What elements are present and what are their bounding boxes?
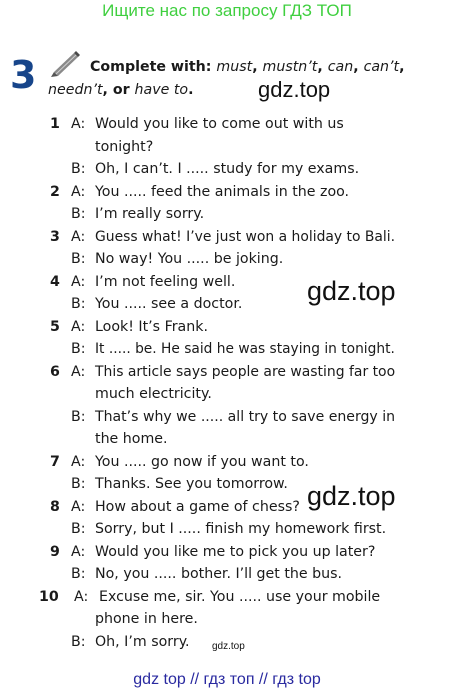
speaker-label: A:: [71, 116, 86, 132]
separator: , or: [102, 82, 135, 98]
speaker-label: A:: [71, 498, 86, 515]
watermark: gdz.top: [307, 276, 396, 306]
line-text: This article says people are wasting far too: [95, 363, 396, 380]
speaker-label: A:: [71, 318, 86, 335]
option-word: mustn’t: [262, 59, 318, 75]
dialogue-line: [0, 293, 454, 316]
option-word: have to: [134, 82, 189, 98]
item-number: 3: [50, 228, 60, 245]
item-number: 6: [50, 363, 60, 380]
speaker-label: B:: [71, 633, 86, 650]
separator: ,: [399, 59, 405, 75]
instruction-line-1: [90, 57, 405, 77]
dialogue-line: [0, 316, 454, 339]
item-number: 2: [50, 183, 60, 200]
speaker-label: A:: [71, 453, 86, 470]
instruction-text: Complete with:: [90, 59, 217, 75]
line-text: How about a game of chess?: [95, 498, 300, 515]
dialogue-line: [0, 428, 454, 451]
line-text: It ..... be. He said he was staying in tonight.: [95, 341, 395, 357]
line-text: Thanks. See you tomorrow.: [95, 476, 288, 492]
dialogue-line: [0, 158, 454, 181]
instruction-line-2: [48, 80, 194, 100]
speaker-label: B:: [71, 206, 86, 222]
dialogue-line: [0, 406, 454, 429]
line-text: I’m really sorry.: [95, 206, 205, 222]
line-text: Guess what! I’ve just won a holiday to Bali.: [95, 228, 396, 245]
dialogue-line: [0, 608, 454, 631]
separator: ,: [252, 59, 263, 75]
line-text: Look! It’s Frank.: [95, 318, 208, 335]
line-text: Would you like to come out with us: [95, 116, 344, 132]
dialogue-line: [0, 496, 454, 519]
speaker-label: A:: [74, 588, 89, 605]
line-text: tonight?: [95, 138, 154, 155]
dialogue-line: [0, 338, 454, 361]
line-text: the home.: [95, 431, 168, 447]
separator: ,: [317, 59, 328, 75]
watermark: gdz.top: [212, 641, 245, 652]
line-text: You ..... see a doctor.: [95, 296, 243, 312]
line-text: much electricity.: [95, 386, 212, 402]
dialogue-line: [0, 361, 454, 384]
dialogue-line: [0, 451, 454, 474]
line-text: Sorry, but I ..... finish my homework first.: [95, 521, 387, 537]
line-text: phone in here.: [95, 611, 198, 627]
dialogue-line: [0, 473, 454, 496]
dialogue-line: [0, 203, 454, 226]
speaker-label: B:: [71, 476, 86, 492]
line-text: You ..... go now if you want to.: [95, 453, 309, 470]
item-number: 7: [50, 453, 60, 470]
dialogue-line: [0, 541, 454, 564]
dialogue-line: [0, 181, 454, 204]
speaker-label: A:: [71, 183, 86, 200]
line-text: Excuse me, sir. You ..... use your mobile: [99, 588, 381, 605]
watermark: gdz.top: [307, 481, 396, 511]
line-text: Oh, I’m sorry.: [95, 633, 190, 650]
line-text: No, you ..... bother. I’ll get the bus.: [95, 566, 343, 582]
option-word: must: [216, 59, 253, 75]
speaker-label: A:: [71, 273, 86, 290]
line-text: You ..... feed the animals in the zoo.: [95, 183, 350, 200]
item-number: 5: [50, 318, 60, 335]
item-number: 4: [50, 273, 60, 290]
line-text: I’m not feeling well.: [95, 273, 236, 290]
speaker-label: A:: [71, 228, 86, 245]
separator: ,: [353, 59, 364, 75]
speaker-label: B:: [71, 161, 86, 177]
speaker-label: B:: [71, 296, 86, 312]
speaker-label: B:: [71, 521, 86, 537]
line-text: Would you like me to pick you up later?: [95, 543, 376, 560]
dialogue-line: [0, 563, 454, 586]
dialogue-line: [0, 113, 454, 136]
pencil-icon: [47, 49, 81, 77]
separator: .: [188, 82, 194, 98]
speaker-label: A:: [71, 363, 86, 380]
speaker-label: B:: [71, 566, 86, 582]
dialogue-line: [0, 518, 454, 541]
line-text: Oh, I can’t. I ..... study for my exams.: [95, 161, 360, 177]
exercise-number: 3: [10, 53, 37, 97]
dialogue-line: [0, 586, 454, 609]
speaker-label: B:: [71, 408, 86, 425]
dialogue-line: [0, 136, 454, 159]
speaker-label: B:: [71, 251, 86, 267]
option-word: can’t: [363, 59, 400, 75]
dialogue-line: [0, 383, 454, 406]
item-number: 10: [39, 588, 59, 605]
speaker-label: B:: [71, 341, 86, 357]
line-text: That’s why we ..... all try to save energy in: [95, 408, 396, 425]
dialogue-line: [0, 248, 454, 271]
top-banner: Ищите нас по запросу ГДЗ ТОП: [102, 1, 352, 20]
option-word: can: [327, 59, 354, 75]
item-number: 8: [50, 498, 60, 515]
item-number: 1: [50, 116, 60, 132]
speaker-label: A:: [71, 543, 86, 560]
dialogue-line: [0, 631, 454, 654]
option-word: needn’t: [48, 82, 103, 98]
footer: gdz top // гдз топ // гдз top: [133, 671, 321, 688]
item-number: 9: [50, 543, 60, 560]
dialogue-line: [0, 271, 454, 294]
dialogue-line: [0, 226, 454, 249]
watermark: gdz.top: [258, 77, 331, 102]
line-text: No way! You ..... be joking.: [95, 251, 284, 267]
